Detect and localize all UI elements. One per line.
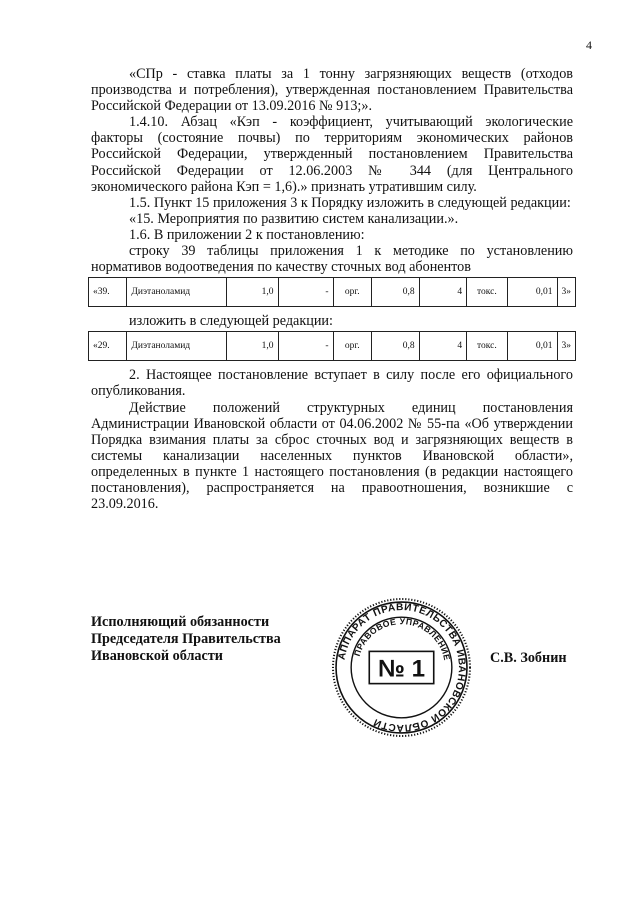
paragraph: 1.6. В приложении 2 к постановлению: bbox=[129, 226, 365, 243]
paragraph: изложить в следующей редакции: bbox=[129, 313, 333, 330]
seal-number: № 1 bbox=[377, 655, 426, 683]
table-cell: 4 bbox=[419, 332, 466, 361]
table-row bbox=[89, 278, 576, 307]
signature-position bbox=[91, 614, 281, 665]
table-cell: орг. bbox=[333, 332, 371, 361]
seal-inner-text: ПРАВОВОЕ УПРАВЛЕНИЕ bbox=[351, 616, 453, 662]
table-cell: 4 bbox=[419, 278, 466, 307]
document-body bbox=[91, 66, 573, 512]
paragraph: строку 39 таблицы приложения 1 к методике по установлению нормативов водоотведения по качеству сточных вод абонентов bbox=[91, 243, 573, 276]
table-cell: 0,8 bbox=[371, 332, 419, 361]
table-cell: Диэтаноламид bbox=[127, 332, 227, 361]
paragraph: Действие положений структурных единиц постановления Администрации Ивановской области от 04.06.2002 № 55-па «Об утверждении Порядка взимания платы за сброс сточных вод и загрязняющих веществ в системы канализации населенных пунктов Ивановской области», определенных в пункте 1 настоящего постановления (в редакции настоящего постановления), распространяется на правоотношения, возникшие с 23.09.2016. bbox=[91, 399, 573, 513]
table-cell: 1,0 bbox=[226, 332, 278, 361]
table-cell: - bbox=[278, 278, 333, 307]
table-cell: 0,01 bbox=[507, 332, 557, 361]
table-cell: «39. bbox=[89, 278, 127, 307]
table-cell: 3» bbox=[557, 278, 576, 307]
table-cell: - bbox=[278, 332, 333, 361]
paragraph: «СПр - ставка платы за 1 тонну загрязняющих веществ (отходов производства и потребления), утвержденная постановлением Правительства Российской Федерации от 13.09.2016 № 913;». bbox=[91, 66, 573, 115]
table-cell: 3» bbox=[557, 332, 576, 361]
signature-line: Исполняющий обязанности bbox=[91, 614, 270, 630]
table-cell: токс. bbox=[467, 278, 507, 307]
page-number: 4 bbox=[586, 38, 592, 52]
table-cell: 1,0 bbox=[226, 278, 278, 307]
table-cell: Диэтаноламид bbox=[127, 278, 227, 307]
table-cell: «29. bbox=[89, 332, 127, 361]
table-row bbox=[89, 332, 576, 361]
table-cell: 0,8 bbox=[371, 278, 419, 307]
seal-outer-text: АППАРАТ ПРАВИТЕЛЬСТВА ИВАНОВСКОЙ ОБЛАСТИ bbox=[336, 602, 467, 733]
signatory-name: С.В. Зобнин bbox=[490, 650, 567, 666]
table-cell: токс. bbox=[467, 332, 507, 361]
table-new-row bbox=[88, 331, 576, 361]
paragraph: «15. Мероприятия по развитию систем канализации.». bbox=[129, 210, 459, 227]
table-cell: 0,01 bbox=[507, 278, 557, 307]
seal-stamp bbox=[331, 597, 472, 738]
paragraph: 2. Настоящее постановление вступает в силу после его официального опубликования. bbox=[91, 367, 573, 400]
signature-line: Председателя Правительства bbox=[91, 631, 281, 647]
signature-line: Ивановской области bbox=[91, 648, 223, 664]
table-old-row bbox=[88, 277, 576, 307]
table-cell: орг. bbox=[333, 278, 371, 307]
paragraph: 1.4.10. Абзац «Кэп - коэффициент, учитывающий экологические факторы (состояние почвы) по территориям экономических районов Российской Федерации, утвержденный постановлением Правительства Российской Федерации от 12.06.2003 № 344 (для Центрального экономического района Кэп = 1,6).» признать утратившим силу. bbox=[91, 114, 573, 195]
paragraph: 1.5. Пункт 15 приложения 3 к Порядку изложить в следующей редакции: bbox=[129, 194, 571, 211]
